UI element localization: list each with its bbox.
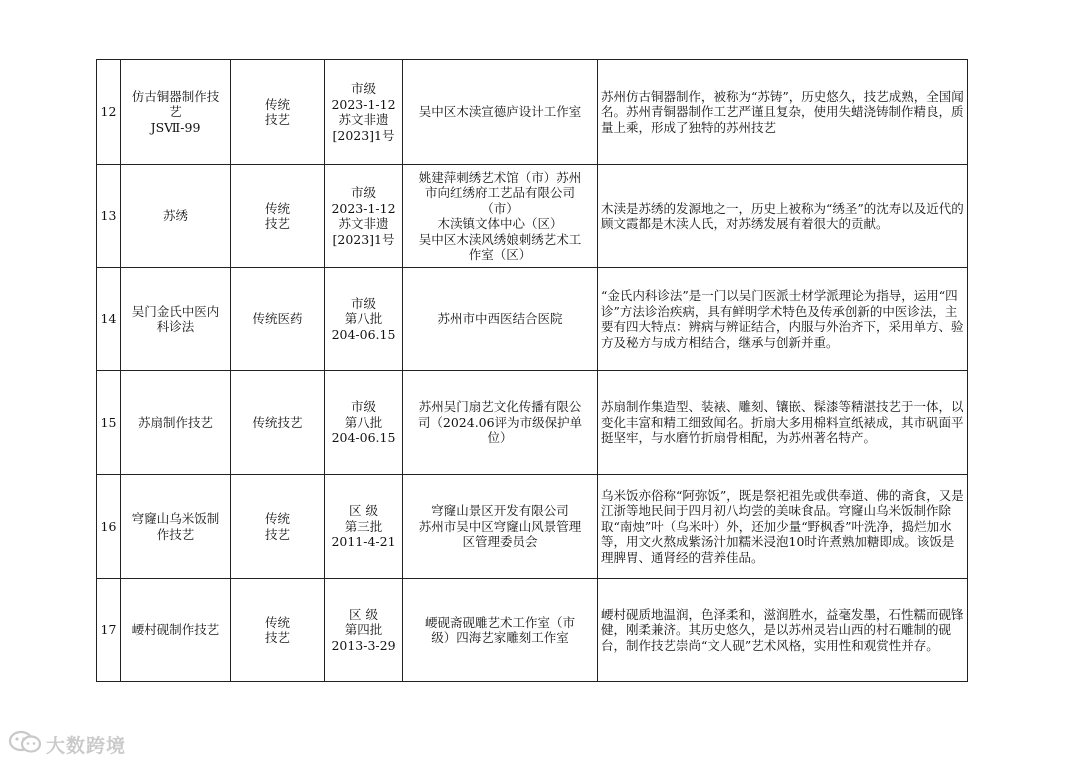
- item-level: 市级 2023-1-12 苏文非遗 [2023]1号: [325, 60, 403, 165]
- table-row: [97, 165, 968, 268]
- row-number: 14: [97, 268, 121, 371]
- item-description: 苏扇制作集造型、装裱、雕刻、镶嵌、髹漆等精湛技艺于一体，以变化丰富和精工细致闻名。折扇大多用棉料宣纸裱成，其市矾面平挺坚牢，与水磨竹折扇骨相配，为苏州著名特产。: [598, 371, 968, 475]
- protection-unit: 苏州吴门扇艺文化传播有限公 司（2024.06评为市级保护单 位）: [403, 371, 598, 475]
- table-row: [97, 579, 968, 682]
- row-number: 12: [97, 60, 121, 165]
- item-category: 传统 技艺: [231, 475, 325, 579]
- watermark-text: 大数跨境: [46, 734, 127, 757]
- item-level: 市级 第八批 204-06.15: [325, 371, 403, 475]
- item-description: “金氏内科诊法”是一门以吴门医派士材学派理论为指导，运用“四诊”方法诊治疾病，具有鲜明学术特色及传承创新的中医诊法，主要有四大特点：辨病与辨证结合，内服与外治齐下，采用单方、验方及秘方与成方相结合，继承与创新并重。: [598, 268, 968, 371]
- item-name: 崾村砚制作技艺: [121, 579, 231, 682]
- item-description: 乌米饭亦俗称“阿弥饭”，既是祭祀祖先或供奉道、佛的斋食，又是江浙等地民间于四月初八均尝的美味食品。穹窿山乌米饭制作除取“南烛”叶（乌米叶）外，还加少量“野枫香”叶洗净，捣烂加水等，用文火熬成紫汤汁加糯米浸泡10时许煮熟加糖即成。该饭是理脾胃、通肾经的营养佳品。: [598, 475, 968, 579]
- row-number: 13: [97, 165, 121, 268]
- item-name: 仿古铜器制作技 艺 JSⅦ-99: [121, 60, 231, 165]
- item-level: 市级 第八批 204-06.15: [325, 268, 403, 371]
- item-name: 穹窿山乌米饭制 作技艺: [121, 475, 231, 579]
- row-number: 17: [97, 579, 121, 682]
- wechat-bubble-icon: [8, 729, 46, 760]
- heritage-table: [96, 59, 968, 682]
- protection-unit: 吴中区木渎宣德庐设计工作室: [403, 60, 598, 165]
- item-category: 传统技艺: [231, 371, 325, 475]
- table-row: [97, 475, 968, 579]
- item-category: 传统医药: [231, 268, 325, 371]
- row-number: 15: [97, 371, 121, 475]
- item-level: 区 级 第四批 2013-3-29: [325, 579, 403, 682]
- table-row: [97, 60, 968, 165]
- item-category: 传统 技艺: [231, 165, 325, 268]
- item-name: 苏扇制作技艺: [121, 371, 231, 475]
- item-description: 木渎是苏绣的发源地之一，历史上被称为“绣圣”的沈寿以及近代的顾文霞都是木渎人氏，对苏绣发展有着很大的贡献。: [598, 165, 968, 268]
- table-row: [97, 268, 968, 371]
- table-row: [97, 371, 968, 475]
- protection-unit: 崾砚斋砚雕艺术工作室（市 级）四海艺家雕刻工作室: [403, 579, 598, 682]
- item-level: 市级 2023-1-12 苏文非遗 [2023]1号: [325, 165, 403, 268]
- item-description: 崾村砚质地温润，色泽柔和，滋润胜水，益毫发墨，石性糯而砚锋健，刚柔兼济。其历史悠久，是以苏州灵岩山西的村石雕制的砚台，制作技艺崇尚“文人砚”艺术风格，实用性和观赏性并存。: [598, 579, 968, 682]
- protection-unit: 苏州市中西医结合医院: [403, 268, 598, 371]
- item-name: 吴门金氏中医内 科诊法: [121, 268, 231, 371]
- item-category: 传统 技艺: [231, 579, 325, 682]
- row-number: 16: [97, 475, 121, 579]
- item-level: 区 级 第三批 2011-4-21: [325, 475, 403, 579]
- protection-unit: 姚建萍刺绣艺术馆（市）苏州 市向红绣府工艺品有限公司 （市） 木渎镇文体中心（区） 吴中区木渎风绣娘刺绣艺术工 作室（区）: [403, 165, 598, 268]
- protection-unit: 穹窿山景区开发有限公司 苏州市吴中区穹窿山风景管理 区管理委员会: [403, 475, 598, 579]
- item-category: 传统 技艺: [231, 60, 325, 165]
- item-name: 苏绣: [121, 165, 231, 268]
- item-description: 苏州仿古铜器制作，被称为“苏铸”，历史悠久，技艺成熟，全国闻名。苏州青铜器制作工艺严谨且复杂，使用失蜡浇铸制作精良，质量上乘，形成了独特的苏州技艺: [598, 60, 968, 165]
- watermark: [8, 730, 126, 758]
